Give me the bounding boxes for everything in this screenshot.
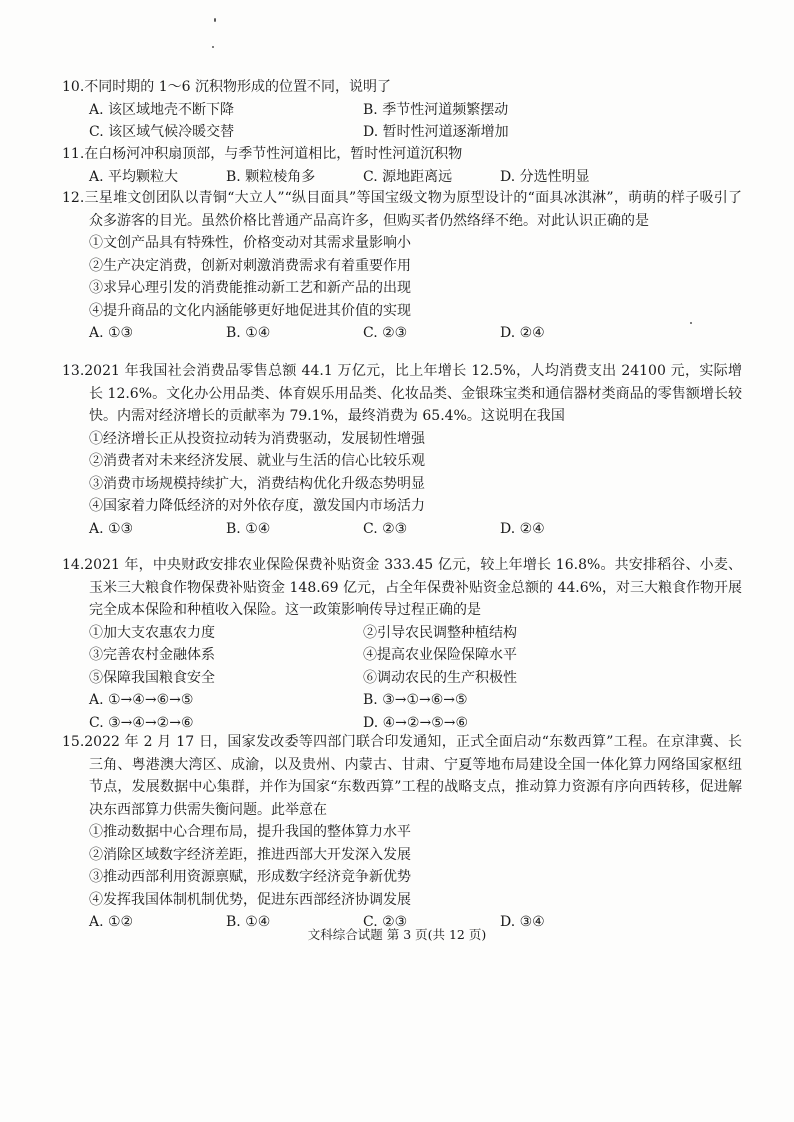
question-stem: 15.2022 年 2 月 17 日，国家发改委等四部门联合印发通知，正式全面启动“东数西算”工程。在京津冀、长三角、粤港澳大湾区、成渝，以及贵州、内蒙古、甘肃、宁夏等地布局建设全国一体化算力网络国家枢纽节点，发展数据中心集群，并作为国家“东数西算”工程的战略支点，推动算力资源有序向西转移，促进解决东西部算力供需失衡问题。此举意在 xyxy=(62,734,742,818)
scan-speck xyxy=(214,18,216,22)
question-stem: 13.2021 年我国社会消费品零售总额 44.1 万亿元，比上年增长 12.5%，人均消费支出 24100 元，实际增长 12.6%。文化办公用品类、体育娱乐用品类、化妆品类、金银珠宝类和通信器材类商品的零售额增长较快。内需对经济增长的贡献率为 79.1%，最终消费为 65.4%。这说明在我国 xyxy=(62,363,742,424)
option-a: A. 平均颗粒大 xyxy=(89,168,179,185)
question-stem: 14.2021 年，中央财政安排农业保险保费补贴资金 333.45 亿元，较上年增长 16.8%。共安排稻谷、小麦、玉米三大粮食作物保费补贴资金 148.69 亿元，占全年保费补贴资金总额的 44.6%，对三大粮食作物开展完全成本保险和种植收入保险。这一政策影响传导过程正确的是 xyxy=(62,557,742,618)
option-d: D. ②④ xyxy=(500,520,545,537)
question-12 xyxy=(62,187,742,345)
statement: ①推动数据中心合理布局，提升我国的整体算力水平 xyxy=(89,824,411,840)
option-c: C. ②③ xyxy=(363,520,408,537)
statement: ④发挥我国体制机制优势，促进东西部经济协调发展 xyxy=(89,891,411,908)
statement: ③消费市场规模持续扩大，消费结构优化升级态势明显 xyxy=(89,475,425,492)
option-c: C. ③→④→②→⑥ xyxy=(89,714,194,731)
option-a: A. ①② xyxy=(89,914,134,930)
option-a: A. ①→④→⑥→⑤ xyxy=(89,692,194,708)
option-d: D. ④→②→⑤→⑥ xyxy=(363,714,469,731)
option-d: D. ②④ xyxy=(500,325,545,341)
statement: ⑤保障我国粮食安全 xyxy=(89,669,215,686)
option-a: A. 该区域地壳不断下降 xyxy=(89,101,235,118)
answer-options xyxy=(62,166,742,189)
statement: ②消费者对未来经济发展、就业与生活的信心比较乐观 xyxy=(89,453,425,469)
option-c: C. ②③ xyxy=(363,914,408,930)
statement: ③完善农村金融体系 xyxy=(89,647,215,663)
option-b: B. ①④ xyxy=(226,520,271,537)
answer-options xyxy=(62,689,742,734)
answer-options xyxy=(62,518,742,541)
option-d: D. 暂时性河道逐渐增加 xyxy=(363,124,509,140)
statement: ④提升商品的文化内涵能够更好地促进其价值的实现 xyxy=(89,302,411,319)
option-a: A. ①③ xyxy=(89,325,134,341)
question-stem: 10.不同时期的 1～6 沉积物形成的位置不同，说明了 xyxy=(62,79,391,95)
scan-speck xyxy=(212,46,214,48)
page-footer: 文科综合试题 第 3 页(共 12 页) xyxy=(307,927,487,942)
statement: ①文创产品具有特殊性，价格变动对其需求量影响小 xyxy=(89,235,411,251)
option-d: D. ③④ xyxy=(500,914,545,930)
option-c: C. ②③ xyxy=(363,325,408,341)
statement: ④提高农业保险保障水平 xyxy=(363,647,517,663)
answer-options xyxy=(62,322,742,345)
option-c: C. 源地距离远 xyxy=(363,168,453,185)
statement: ①加大支农惠农力度 xyxy=(89,624,215,641)
statement-grid xyxy=(62,622,742,690)
statement: ⑥调动农民的生产积极性 xyxy=(363,669,517,686)
question-10 xyxy=(62,76,742,144)
statement: ①经济增长正从投资拉动转为消费驱动，发展韧性增强 xyxy=(89,430,425,447)
statement: ②生产决定消费，创新对刺激消费需求有着重要作用 xyxy=(89,257,411,274)
option-a: A. ①③ xyxy=(89,520,134,537)
statement: ②引导农民调整种植结构 xyxy=(363,624,517,641)
statement: ④国家着力降低经济的对外依存度，激发国内市场活力 xyxy=(89,498,425,514)
question-stem: 12.三星堆文创团队以青铜“大立人”“纵目面具”等国宝级文物为原型设计的“面具冰淇淋”，萌萌的样子吸引了众多游客的目光。虽然价格比普通产品高许多，但购买者仍然络绎不绝。对此认识正确的是 xyxy=(62,190,742,229)
question-11 xyxy=(62,143,742,188)
option-c: C. 该区域气候冷暖交替 xyxy=(89,124,235,140)
option-b: B. ①④ xyxy=(226,914,271,930)
question-14 xyxy=(62,554,742,734)
question-13 xyxy=(62,360,742,540)
option-b: B. ①④ xyxy=(226,325,271,341)
option-b: B. 颗粒棱角多 xyxy=(226,168,316,185)
answer-options xyxy=(62,99,742,144)
question-stem: 11.在白杨河冲积扇顶部，与季节性河道相比，暂时性河道沉积物 xyxy=(62,146,463,162)
option-d: D. 分选性明显 xyxy=(500,168,590,185)
statement: ②消除区域数字经济差距，推进西部大开发深入发展 xyxy=(89,846,411,863)
statement: ③求异心理引发的消费能推动新工艺和新产品的出现 xyxy=(89,280,411,296)
question-15 xyxy=(62,731,742,934)
option-b: B. ③→①→⑥→⑤ xyxy=(363,692,468,708)
statement: ③推动西部利用资源禀赋，形成数字经济竞争新优势 xyxy=(89,869,411,885)
option-b: B. 季节性河道频繁摆动 xyxy=(363,101,509,118)
